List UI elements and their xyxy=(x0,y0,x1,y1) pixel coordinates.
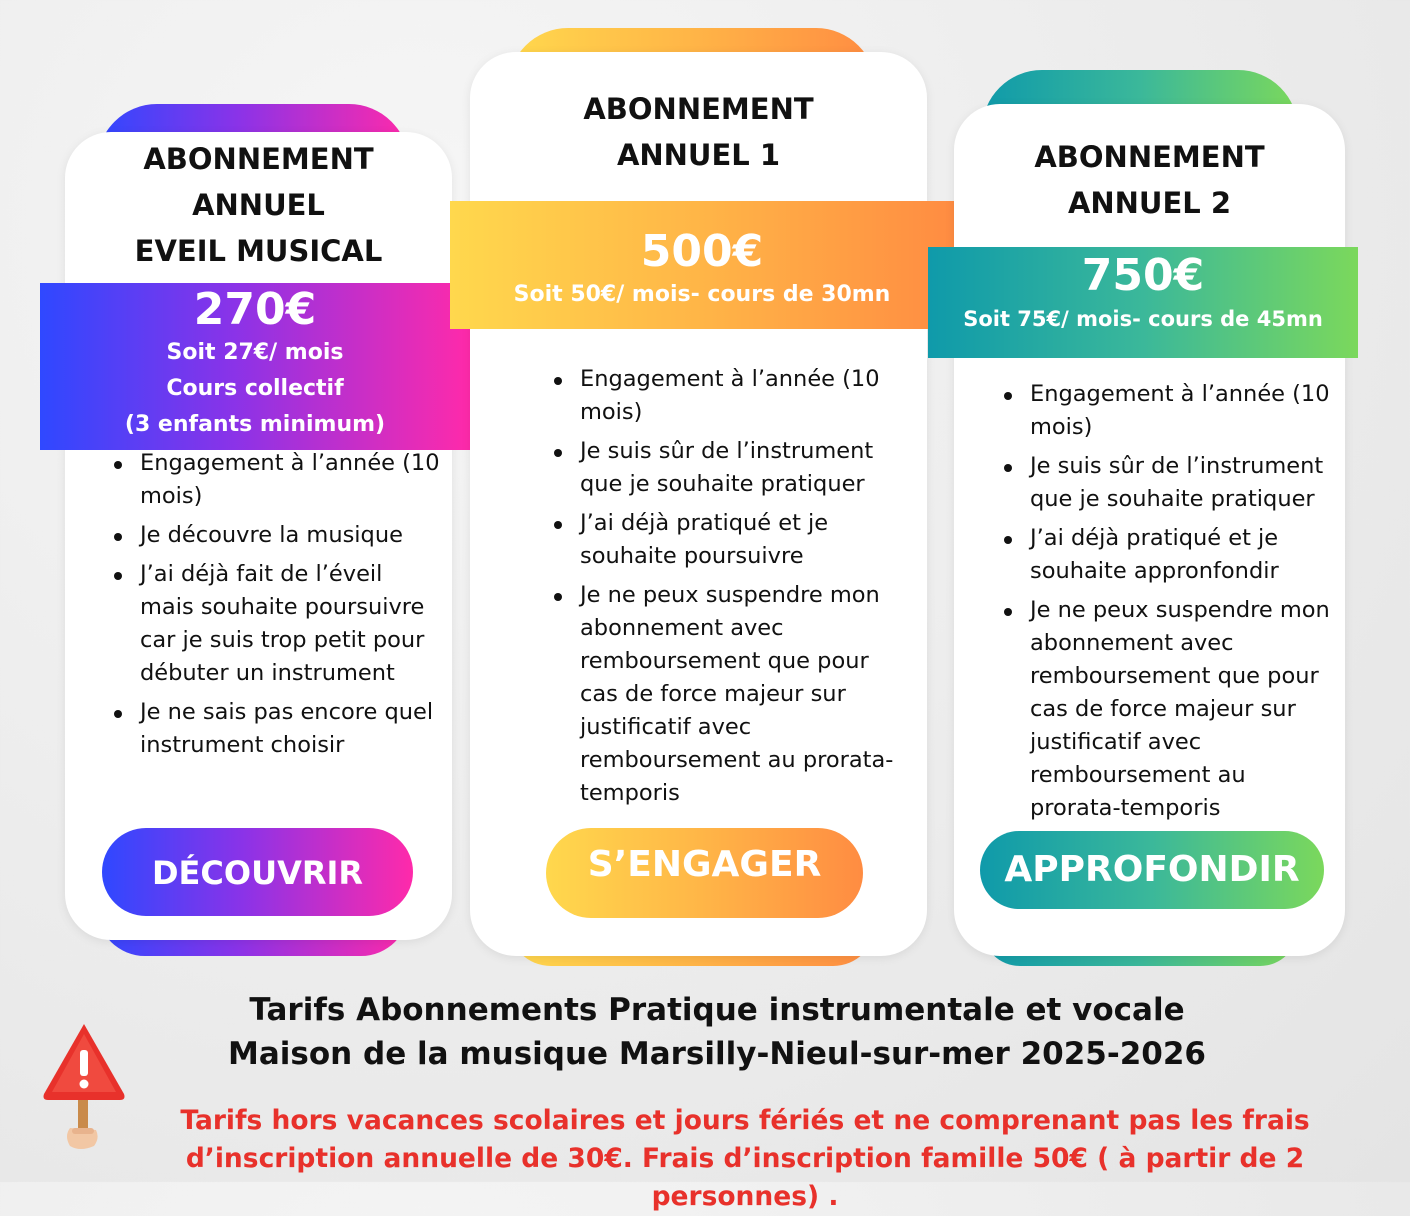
price-band xyxy=(450,201,954,329)
feature-item: J’ai déjà fait de l’éveil mais souhaite poursuivre car je suis trop petit pour débuter un instrument xyxy=(110,558,440,690)
feature-item: Je suis sûr de l’instrument que je souhaite pratiquer xyxy=(1000,450,1340,516)
price: 750€ xyxy=(1081,250,1205,301)
feature-item: Engagement à l’année (10 mois) xyxy=(110,447,440,513)
plan-title xyxy=(470,86,927,178)
feature-list xyxy=(550,363,895,816)
price-detail: Soit 27€/ mois xyxy=(166,340,344,365)
price-band xyxy=(40,283,470,450)
price-detail: Soit 50€/ mois- cours de 30mn xyxy=(513,282,891,307)
feature-item: Engagement à l’année (10 mois) xyxy=(550,363,895,429)
plan-title xyxy=(954,134,1345,226)
feature-item: Je ne peux suspendre mon abonnement avec remboursement que pour cas de force majeur sur justificatif avec remboursement au prorata-temporis xyxy=(550,579,895,810)
plan-title xyxy=(65,136,452,274)
price-detail: Cours collectif xyxy=(166,376,344,401)
feature-item: J’ai déjà pratiqué et je souhaite poursuivre xyxy=(550,507,895,573)
engage-button[interactable]: S’ENGAGER xyxy=(546,828,863,918)
plan-title-line: ABONNEMENT xyxy=(583,92,814,126)
price-detail: Soit 75€/ mois- cours de 45mn xyxy=(963,307,1323,331)
feature-item: Engagement à l’année (10 mois) xyxy=(1000,378,1340,444)
price-band xyxy=(928,247,1358,358)
pricing-note: Tarifs hors vacances scolaires et jours fériés et ne comprenant pas les frais d’inscription annuelle de 30€. Frais d’inscription famille 50€ ( à partir de 2 personnes) . xyxy=(180,1105,1310,1212)
plan-title-line: ANNUEL xyxy=(192,188,325,222)
footer-title-line: Maison de la musique Marsilly-Nieul-sur-mer 2025-2026 xyxy=(228,1036,1206,1072)
plan-title-line: ANNUEL 1 xyxy=(616,138,781,172)
feature-list xyxy=(110,447,440,768)
plan-title-line: EVEIL MUSICAL xyxy=(134,234,383,268)
plan-title-line: ANNUEL 2 xyxy=(1067,186,1232,220)
plan-title-line: ABONNEMENT xyxy=(1034,140,1265,174)
plan-title-line: ABONNEMENT xyxy=(143,142,374,176)
feature-item: Je suis sûr de l’instrument que je souhaite pratiquer xyxy=(550,435,895,501)
discover-button[interactable]: DÉCOUVRIR xyxy=(102,828,413,916)
footer-title-line: Tarifs Abonnements Pratique instrumentale et vocale xyxy=(249,992,1185,1028)
footer-title xyxy=(0,988,1410,1076)
feature-list xyxy=(1000,378,1340,831)
deepen-button[interactable]: APPROFONDIR xyxy=(980,831,1324,909)
price-detail: (3 enfants minimum) xyxy=(124,412,386,437)
feature-item: J’ai déjà pratiqué et je souhaite appronfondir xyxy=(1000,522,1340,588)
price: 500€ xyxy=(640,226,764,277)
feature-item: Je ne sais pas encore quel instrument choisir xyxy=(110,696,440,762)
feature-item: Je découvre la musique xyxy=(110,519,440,552)
price: 270€ xyxy=(193,284,317,335)
feature-item: Je ne peux suspendre mon abonnement avec remboursement que pour cas de force majeur sur justificatif avec remboursement au prorata-temporis xyxy=(1000,594,1340,825)
